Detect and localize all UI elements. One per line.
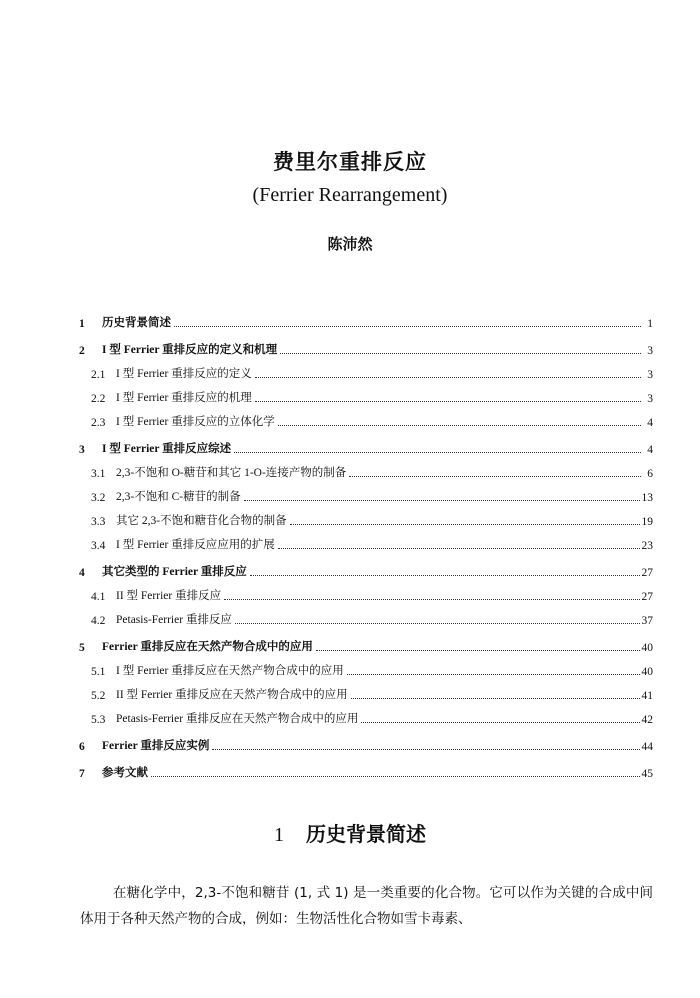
toc-leader-dots xyxy=(224,598,639,600)
toc-entry-title: I 型 Ferrier 重排反应的机理 xyxy=(116,392,252,404)
toc-entry-title: II 型 Ferrier 重排反应 xyxy=(116,590,222,602)
toc-leader-dots xyxy=(278,547,640,549)
toc-leader-dots xyxy=(250,574,640,576)
toc-entry-title: I 型 Ferrier 重排反应应用的扩展 xyxy=(116,539,275,551)
toc-entry-page: 3 xyxy=(647,345,653,357)
toc-entry[interactable] xyxy=(79,579,653,603)
toc-leader-dots xyxy=(361,721,639,723)
toc-entry-title: I 型 Ferrier 重排反应在天然产物合成中的应用 xyxy=(116,665,344,677)
toc-entry-number: 3.4 xyxy=(91,540,106,552)
toc-entry-page: 1 xyxy=(647,318,653,330)
toc-leader-dots xyxy=(235,622,640,624)
table-of-contents xyxy=(79,306,653,780)
toc-entry-page: 3 xyxy=(647,369,653,381)
toc-entry-page: 37 xyxy=(641,615,653,627)
toc-entry-title: 其它 2,3-不饱和糖苷化合物的制备 xyxy=(116,515,287,527)
toc-entry[interactable] xyxy=(79,432,653,456)
toc-leader-dots xyxy=(255,400,641,402)
toc-entry[interactable] xyxy=(79,405,653,429)
toc-entry-title: 2,3-不饱和 C-糖苷的制备 xyxy=(116,491,241,503)
toc-entry-number: 4 xyxy=(79,567,85,579)
toc-entry-page: 40 xyxy=(641,666,653,678)
toc-entry-page: 27 xyxy=(641,567,653,579)
document-title: 费里尔重排反应 xyxy=(273,150,427,174)
toc-entry-title: I 型 Ferrier 重排反应综述 xyxy=(102,443,232,455)
toc-entry[interactable] xyxy=(79,678,653,702)
toc-entry-number: 5.2 xyxy=(91,690,106,702)
toc-entry-title: 历史背景简述 xyxy=(102,317,171,329)
body-paragraph: 在糖化学中，2,3-不饱和糖苷 (1, 式 1) 是一类重要的化合物。它可以作为关键的合成中间体用于各种天然产物的合成，例如：生物活性化合物如雪卡毒素、 xyxy=(80,885,653,927)
toc-leader-dots xyxy=(316,649,640,651)
toc-entry-number: 3.1 xyxy=(91,468,106,480)
toc-entry-title: 参考文献 xyxy=(102,767,148,779)
toc-entry[interactable] xyxy=(79,702,653,726)
toc-entry[interactable] xyxy=(79,555,653,579)
toc-entry-title: Ferrier 重排反应在天然产物合成中的应用 xyxy=(102,641,313,653)
toc-entry[interactable] xyxy=(79,333,653,357)
toc-entry-title: 2,3-不饱和 O-糖苷和其它 1-O-连接产物的制备 xyxy=(116,467,347,479)
toc-entry-page: 19 xyxy=(641,516,653,528)
document-subtitle: (Ferrier Rearrangement) xyxy=(252,184,448,206)
toc-entry-number: 2 xyxy=(79,345,85,357)
toc-entry-page: 4 xyxy=(647,417,653,429)
toc-entry-number: 5.3 xyxy=(91,714,106,726)
toc-entry[interactable] xyxy=(79,654,653,678)
toc-entry-number: 1 xyxy=(79,318,85,330)
toc-leader-dots xyxy=(349,475,641,477)
toc-entry-number: 5 xyxy=(79,642,85,654)
toc-entry-page: 13 xyxy=(641,492,653,504)
toc-entry[interactable] xyxy=(79,756,653,780)
toc-entry-number: 3.3 xyxy=(91,516,106,528)
toc-entry[interactable] xyxy=(79,306,653,330)
toc-entry[interactable] xyxy=(79,528,653,552)
toc-leader-dots xyxy=(255,376,641,378)
toc-entry[interactable] xyxy=(79,456,653,480)
toc-entry-title: I 型 Ferrier 重排反应的定义 xyxy=(116,368,252,380)
section-number: 1 xyxy=(274,824,284,846)
toc-leader-dots xyxy=(351,697,640,699)
toc-entry-title: Petasis-Ferrier 重排反应 xyxy=(116,614,232,626)
toc-entry[interactable] xyxy=(79,480,653,504)
toc-entry-page: 40 xyxy=(641,642,653,654)
toc-entry-page: 44 xyxy=(641,741,653,753)
toc-entry-number: 2.1 xyxy=(91,369,106,381)
toc-entry-number: 4.1 xyxy=(91,591,106,603)
toc-entry-page: 27 xyxy=(641,591,653,603)
toc-entry-number: 3.2 xyxy=(91,492,106,504)
toc-entry-page: 45 xyxy=(641,768,653,780)
toc-leader-dots xyxy=(278,424,641,426)
toc-entry-page: 6 xyxy=(647,468,653,480)
toc-entry-number: 4.2 xyxy=(91,615,106,627)
toc-entry-page: 23 xyxy=(641,540,653,552)
toc-entry[interactable] xyxy=(79,504,653,528)
toc-leader-dots xyxy=(151,775,640,777)
toc-entry[interactable] xyxy=(79,729,653,753)
toc-entry-page: 42 xyxy=(641,714,653,726)
toc-leader-dots xyxy=(347,673,640,675)
toc-leader-dots xyxy=(212,748,639,750)
toc-entry-title: I 型 Ferrier 重排反应的定义和机理 xyxy=(102,344,278,356)
section-title: 历史背景简述 xyxy=(306,822,426,846)
toc-entry[interactable] xyxy=(79,630,653,654)
toc-entry[interactable] xyxy=(79,603,653,627)
toc-entry-number: 6 xyxy=(79,741,85,753)
toc-entry-page: 41 xyxy=(641,690,653,702)
author-name: 陈沛然 xyxy=(327,235,373,253)
toc-entry-page: 3 xyxy=(647,393,653,405)
toc-leader-dots xyxy=(290,523,640,525)
toc-entry-title: Ferrier 重排反应实例 xyxy=(102,740,210,752)
toc-entry-title: Petasis-Ferrier 重排反应在天然产物合成中的应用 xyxy=(116,713,359,725)
toc-entry-number: 2.2 xyxy=(91,393,106,405)
toc-entry-number: 2.3 xyxy=(91,417,106,429)
toc-entry-page: 4 xyxy=(647,444,653,456)
toc-leader-dots xyxy=(174,325,641,327)
toc-entry-title: 其它类型的 Ferrier 重排反应 xyxy=(102,566,247,578)
toc-leader-dots xyxy=(244,499,640,501)
toc-entry-number: 7 xyxy=(79,768,85,780)
toc-entry-number: 3 xyxy=(79,444,85,456)
toc-entry-number: 5.1 xyxy=(91,666,106,678)
toc-leader-dots xyxy=(234,451,641,453)
section-heading xyxy=(0,818,700,847)
toc-entry[interactable] xyxy=(79,357,653,381)
toc-leader-dots xyxy=(280,352,641,354)
toc-entry[interactable] xyxy=(79,381,653,405)
toc-entry-title: I 型 Ferrier 重排反应的立体化学 xyxy=(116,416,275,428)
toc-entry-title: II 型 Ferrier 重排反应在天然产物合成中的应用 xyxy=(116,689,348,701)
